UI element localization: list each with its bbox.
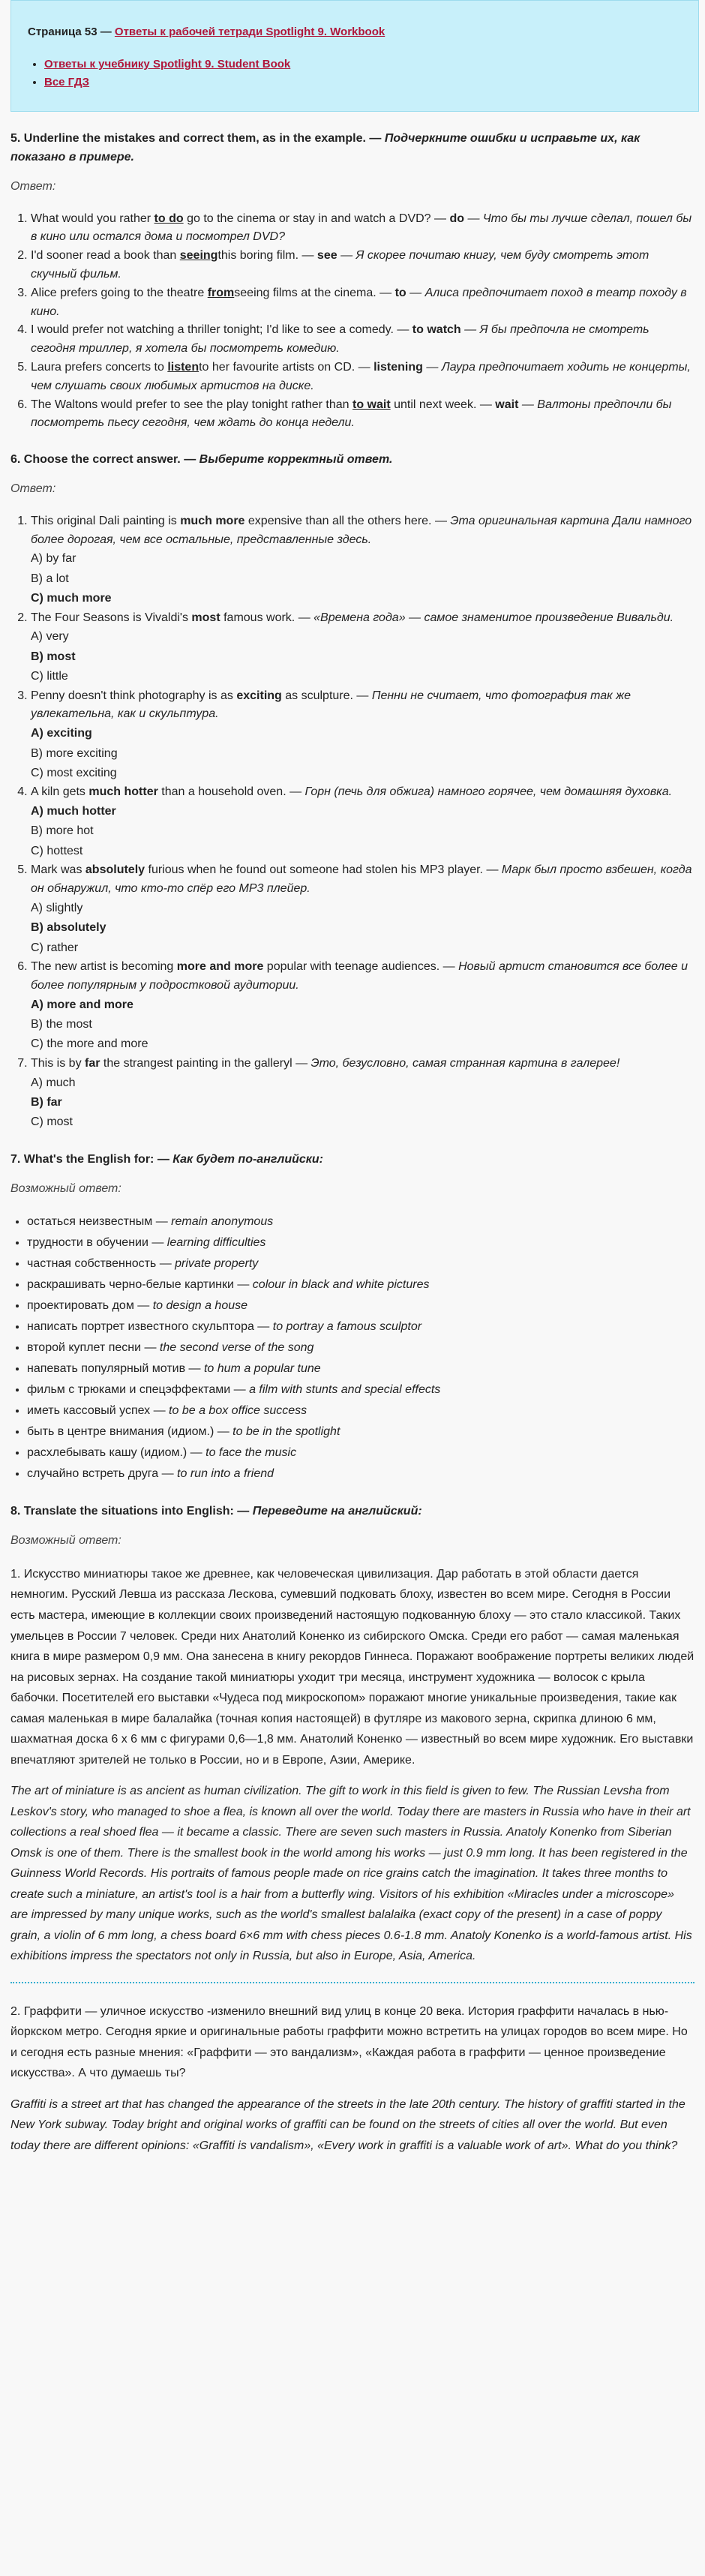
list-item [31, 512, 694, 609]
russian-phrase: трудности в обучении — [27, 1236, 167, 1250]
option-text: A) more and more [31, 998, 134, 1011]
option: A) very [31, 630, 69, 644]
answer-word: most [191, 611, 220, 624]
options [31, 627, 694, 686]
exercise-5-title [10, 130, 694, 167]
answer-word: exciting [236, 689, 282, 702]
translation: Горн (печь для обжига) намного горячее, чем домашняя духовка. [304, 785, 673, 799]
list-item [27, 1211, 694, 1232]
page-number-label: Страница 53 — [28, 26, 115, 38]
list-item [31, 783, 694, 861]
option: C) rather [31, 941, 79, 954]
mistake-text: to wait [352, 398, 391, 411]
translation: Эта оригинальная картина Дали намного более дорогая, чем все остальные, представленные здесь. [31, 514, 692, 546]
situation-1-english: The art of miniature is as ancient as human civilization. The gift to work in this field is given to few. The Russian Levsha from Leskov's story, who managed to shoe a flea, is known all over the world. Today there are masters in Russia who have in their art collections a real shoed flea — it became a classic. There are seven such masters in Russia. Anatoly Konenko from Siberian Omsk is one of them. There is the smallest book in the world among his works — just 0.9 mm long. It has been registered in the Guinness World Records. His portraits of famous people made on rice grains catch the imagination. It takes three months to create such a miniature, an artist's tool is a hair from a butterfly wing. Visitors of his exhibition «Miracles under a microscope» are impressed by many unique works, such as the world's smallest balalaika (exact copy of the present) in a case of poppy grain, a violin of 6 mm long, a chess board 6×6 mm with chess pieces 0.6-1.8 mm. Anatoly Konenko is a world-famous artist. His exhibitions impress the spectators not only in Russia, but also in Europe, Asia, America. [10, 1785, 692, 1963]
sentence-text: Laura prefers concerts to [31, 361, 168, 374]
sentence-text: I would prefer not watching a thriller tonight; I'd like to see a comedy. — [31, 323, 412, 337]
sentence-text: go to the cinema or stay in and watch a DVD? — [183, 212, 450, 225]
sentence-text: this boring film. — [218, 249, 317, 263]
russian-phrase: раскрашивать черно-белые картинки — [27, 1278, 253, 1292]
english-phrase: to design a house [152, 1299, 248, 1313]
exercise-5-list [10, 210, 694, 434]
translation: Новый артист становится все более и более популярным у подростковой аудитории. [31, 960, 688, 992]
student-book-link[interactable]: Ответы к учебнику Spotlight 9. Student Book [44, 58, 291, 71]
russian-phrase: остаться неизвестным — [27, 1215, 172, 1229]
english-phrase: learning difficulties [166, 1236, 266, 1250]
english-phrase: private property [175, 1257, 259, 1271]
list-item [31, 1055, 694, 1133]
options [31, 802, 694, 861]
russian-phrase: напевать популярный мотив — [27, 1362, 204, 1376]
list-item [27, 1380, 694, 1401]
sentence-text: Alice prefers going to the theatre [31, 286, 208, 299]
list-item [27, 1422, 694, 1443]
option: B) more exciting [31, 746, 118, 760]
sentence-text: What would you rather [31, 212, 154, 225]
english-phrase: colour in black and white pictures [252, 1278, 430, 1292]
translation: — Я скорее почитаю книгу, чем буду смотреть этот скучный фильм. [31, 249, 650, 281]
option: B) the most [31, 1018, 92, 1031]
sentence-text: to her favourite artists on CD. — [199, 361, 374, 374]
answer-label: Ответ: [10, 179, 56, 193]
related-links [28, 56, 679, 92]
correction: do [449, 212, 465, 225]
list-item [27, 1464, 694, 1485]
option-text: A) exciting [31, 727, 92, 740]
sentence-text: Mark was [31, 863, 86, 877]
sentence-text: The Four Seasons is Vivaldi's [31, 611, 192, 624]
sentence-text: furious when he found out someone had stolen his MP3 player. — [145, 863, 502, 877]
sentence-text: This is by [31, 1056, 86, 1070]
answer-label: Возможный ответ: [10, 1181, 122, 1195]
sentence-text: The Waltons would prefer to see the play tonight rather than [31, 398, 352, 411]
translation: — Я бы предпочла не смотреть сегодня триллер, я хотела бы посмотреть комедию. [31, 323, 650, 356]
option: B) a lot [31, 572, 69, 585]
exercise-8-title [10, 1503, 694, 1521]
sentence-text: the strangest painting in the galleryl — [100, 1056, 311, 1070]
mistake-text: to do [154, 212, 184, 225]
all-gdz-link[interactable]: Все ГДЗ [44, 76, 90, 89]
correct-option [31, 995, 694, 1015]
exercise-6-list [10, 512, 694, 1133]
english-phrase: to be in the spotlight [232, 1425, 340, 1439]
sentence-text: famous work. — [220, 611, 314, 624]
list-item [44, 74, 679, 92]
list-item [31, 609, 694, 687]
correct-option [31, 647, 694, 667]
option: C) most exciting [31, 766, 117, 779]
english-phrase: to run into a friend [177, 1467, 274, 1481]
mistake-word [167, 361, 199, 374]
translation: Пенни не считает, что фотография так же увлекательна, как и скульптура. [31, 689, 632, 721]
correction: wait [495, 398, 519, 411]
list-item [27, 1274, 694, 1296]
correction: listening [374, 361, 423, 374]
mistake-text: seeing [179, 249, 218, 263]
navigation-box [10, 0, 699, 112]
sentence-text: This original Dali painting is [31, 514, 181, 527]
russian-phrase: случайно встреть друга — [27, 1467, 178, 1481]
translation: Марк был просто взбешен, когда он обнаружил, что кто-то спёр его МР3 плейер. [31, 863, 692, 896]
list-item [27, 1338, 694, 1359]
translation: — Алиса предпочитает поход в театр походу в кино. [31, 286, 687, 318]
sentence-text: until next week. — [390, 398, 496, 411]
exercise-title-ru: Подчеркните ошибки и исправьте их, как показано в примере. [10, 132, 640, 164]
list-item [31, 861, 694, 958]
options [31, 1073, 694, 1133]
russian-phrase: проектировать дом — [27, 1299, 153, 1313]
russian-phrase: второй куплет песни — [27, 1341, 160, 1355]
correction: to watch [412, 323, 461, 337]
correct-option [31, 918, 694, 938]
correction: to [394, 286, 406, 299]
list-item [31, 396, 694, 434]
option: A) by far [31, 552, 76, 566]
english-phrase: the second verse of the song [159, 1341, 314, 1355]
option: A) slightly [31, 901, 83, 914]
sentence-text: popular with teenage audiences. — [263, 960, 459, 974]
option-text: B) most [31, 650, 76, 663]
option-text: C) much more [31, 592, 112, 605]
translation: Это, безусловно, самая странная картина в галерее! [310, 1056, 620, 1070]
translation: — Что бы ты лучше сделал, пошел бы в кино или остался дома и посмотрел DVD? [31, 212, 692, 244]
list-item [27, 1317, 694, 1338]
russian-phrase: расхлебывать кашу (идиом.) — [27, 1446, 206, 1460]
list-item [31, 210, 694, 248]
option-text: A) much hotter [31, 805, 116, 818]
sentence-text: expensive than all the others here. — [244, 514, 451, 527]
divider [10, 1982, 694, 1983]
english-phrase: to portray a famous sculptor [272, 1320, 422, 1334]
list-item [27, 1443, 694, 1464]
correct-option [31, 589, 694, 608]
english-phrase: remain anonymous [171, 1215, 274, 1229]
answer-word: far [85, 1056, 100, 1070]
sentence-text: seeing films at the cinema. — [234, 286, 395, 299]
translation: — Валтоны предпочли бы посмотреть пьесу сегодня, чем ждать до конца недели. [31, 398, 672, 430]
list-item [27, 1253, 694, 1274]
list-item [27, 1296, 694, 1317]
list-item [31, 958, 694, 1055]
list-item [31, 687, 694, 784]
list-item [31, 247, 694, 284]
list-item [31, 284, 694, 322]
list-item [27, 1359, 694, 1380]
option: A) much [31, 1076, 76, 1089]
exercise-title-en: 8. Translate the situations into English: — [10, 1505, 253, 1518]
russian-phrase: фильм с трюками и спецэффектами — [27, 1383, 250, 1397]
option: C) little [31, 670, 68, 683]
mistake-text: listen [167, 361, 200, 374]
answer-word: much hotter [88, 785, 158, 799]
exercise-title-en: 5. Underline the mistakes and correct them, as in the example. — [10, 132, 385, 146]
situation-2-russian: 2. Граффити — уличное искусство -изменило внешний вид улиц в конце 20 века. История граффити началась в нью-йоркском метро. Сегодня яркие и оригинальные работы граффити можно встретить на улицах городов во всем мире. Но и сегодня есть разные мнения: «Граффити — это вандализм», «Каждая работа в граффити — ценное произведение искусства». А что думаешь ты? [10, 2004, 688, 2080]
option-text: B) absolutely [31, 921, 106, 935]
english-phrase: to hum a popular tune [203, 1362, 321, 1376]
list-item [44, 56, 679, 74]
option-text: B) far [31, 1095, 62, 1109]
list-item [31, 321, 694, 359]
exercise-6-title [10, 451, 694, 470]
mistake-word [180, 249, 218, 262]
russian-phrase: написать портрет известного скульптора — [27, 1320, 273, 1334]
english-phrase: to face the music [206, 1446, 297, 1460]
exercise-title-en: 7. What's the English for: — [10, 1152, 173, 1166]
situation-2-english: Graffiti is a street art that has changed the appearance of the streets in the late 20th century. The history of graffiti started in the New York subway. Today bright and original works of graffiti can be found on the streets of cities all over the world. But even today there are different opinions: «Graffiti is vandalism», «Every work in graffiti is a valuable work of art». What do you think? [10, 2097, 686, 2152]
russian-phrase: иметь кассовый успех — [27, 1404, 170, 1418]
mistake-word [352, 398, 391, 411]
translation: — Лаура предпочитает ходить не концерты, чем слушать своих любимых артистов на диске. [31, 361, 691, 392]
correct-option [31, 724, 694, 743]
sentence-text: Penny doesn't think photography is as [31, 689, 237, 702]
correction: see [316, 249, 338, 263]
option: B) more hot [31, 824, 94, 838]
workbook-link[interactable]: Ответы к рабочей тетради Spotlight 9. Workbook [114, 26, 386, 38]
correct-option [31, 802, 694, 821]
exercise-title-ru: Как будет по-английски: [172, 1152, 324, 1166]
sentence-text: than a household oven. — [158, 785, 305, 799]
exercise-7-title [10, 1151, 694, 1169]
exercise-7-list [10, 1211, 694, 1485]
english-phrase: to be a box office success [169, 1404, 308, 1418]
options [31, 899, 694, 958]
sentence-text: as sculpture. — [281, 689, 372, 702]
english-phrase: a film with stunts and special effects [249, 1383, 441, 1397]
list-item [27, 1401, 694, 1422]
answer-word: more and more [176, 960, 264, 974]
option: C) most [31, 1115, 73, 1129]
russian-phrase: частная собственность — [27, 1257, 176, 1271]
mistake-text: from [207, 286, 235, 299]
correct-option [31, 1093, 694, 1112]
option: C) hottest [31, 844, 83, 857]
sentence-text: I'd sooner read a book than [31, 249, 180, 263]
list-item [27, 1232, 694, 1253]
situation-1-russian: 1. Искусство миниатюры такое же древнее, как человеческая цивилизация. Дар работать в этой области дается немногим. Русский Левша из рассказа Лескова, сумевший подковать блоху, известен во всем мире. Сегодня в России есть мастера, имеющие в коллекции своих произведений настоящую подкованную блоху — это стало классикой. Таких умельцев в России 7 человек. Среди них Анатолий Коненко из сибирского Омска. Среди его работ — самая маленькая книга в мире размером 0,9 мм. Она занесена в книгу рекордов Гиннеса. Поражают воображение портреты великих людей на рисовых зернах. На создание такой миниатюры уходит три месяца, инструмент художника — волосок с крыла бабочки. Посетителей его выставки «Чудеса под микроскопом» поражают многие уникальные произведения, такие как самая маленькая в мире балалайка (точная копия настоящей) в футляре из макового зерна, скрипка длиною 6 мм, шахматная доска 6 х 6 мм с фигурами 0,6—1,8 мм. Анатолий Коненко — известный во всем мире художник. Его выставки впечатляют зрителей не только в России, но и в Европе, Азии, Америке. [10, 1567, 694, 1767]
exercise-title-ru: Переведите на английский: [252, 1505, 422, 1518]
sentence-text: A kiln gets [31, 785, 89, 799]
mistake-word [208, 287, 235, 299]
page-heading [28, 23, 679, 41]
answer-word: much more [180, 514, 245, 527]
answer-word: absolutely [85, 863, 146, 877]
options [31, 549, 694, 608]
options [31, 724, 694, 783]
list-item [31, 359, 694, 396]
exercise-title-en: 6. Choose the correct answer. — [10, 453, 200, 467]
mistake-word [154, 212, 184, 225]
answer-label: Ответ: [10, 482, 56, 495]
options [31, 995, 694, 1055]
sentence-text: The new artist is becoming [31, 960, 177, 974]
option: C) the more and more [31, 1037, 148, 1051]
answer-label: Возможный ответ: [10, 1534, 122, 1548]
translation: «Времена года» — самое знаменитое произведение Вивальди. [314, 611, 674, 624]
russian-phrase: быть в центре внимания (идиом.) — [27, 1425, 233, 1439]
exercise-title-ru: Выберите корректный ответ. [199, 453, 393, 467]
